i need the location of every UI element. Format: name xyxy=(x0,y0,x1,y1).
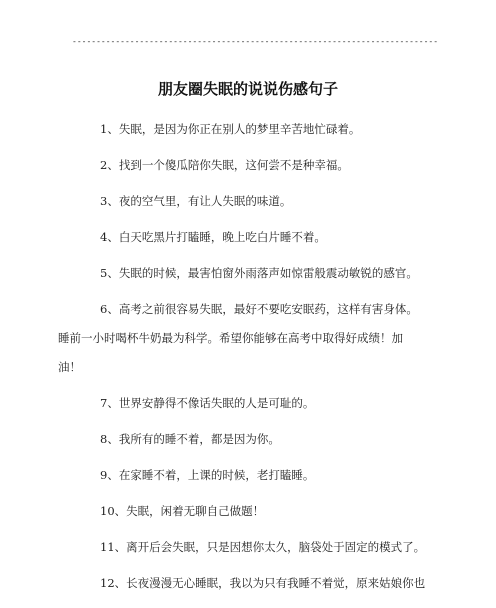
header-rule: ---------------------------------------------------------------------------- xyxy=(72,37,439,46)
document-body xyxy=(58,118,432,608)
paragraph-3: 3、夜的空气里，有让人失眠的味道。 xyxy=(100,194,292,208)
paragraph-1: 1、失眠，是因为你正在别人的梦里辛苦地忙碌着。 xyxy=(100,122,361,136)
paragraph-6-line-2: 睡前一小时喝杯牛奶最为科学。希望你能够在高考中取得好成绩！加 xyxy=(58,331,403,345)
paragraph-9: 9、在家睡不着，上课的时候，老打瞌睡。 xyxy=(100,468,315,482)
paragraph-2: 2、找到一个傻瓜陪你失眠，这何尝不是种幸福。 xyxy=(100,158,349,172)
paragraph-12: 12、长夜漫漫无心睡眠，我以为只有我睡不着觉，原来姑娘你也 xyxy=(100,576,426,590)
paragraph-6-line-1: 6、高考之前很容易失眠，最好不要吃安眠药，这样有害身体。 xyxy=(100,302,418,316)
paragraph-11: 11、离开后会失眠，只是因想你太久，脑袋处于固定的模式了。 xyxy=(100,540,426,554)
paragraph-4: 4、白天吃黑片打瞌睡，晚上吃白片睡不着。 xyxy=(100,230,326,244)
paragraph-8: 8、我所有的睡不着，都是因为你。 xyxy=(100,432,280,446)
page-title: 朋友圈失眠的说说伤感句子 xyxy=(157,80,338,98)
paragraph-6 xyxy=(58,298,432,378)
paragraph-6-line-3: 油！ xyxy=(58,360,81,374)
paragraph-10: 10、失眠，闲着无聊自己做题！ xyxy=(100,504,265,518)
paragraph-7: 7、世界安静得不像话失眠的人是可耻的。 xyxy=(100,396,315,410)
paragraph-5: 5、失眠的时候，最害怕窗外雨落声如惊雷般震动敏锐的感官。 xyxy=(100,266,418,280)
